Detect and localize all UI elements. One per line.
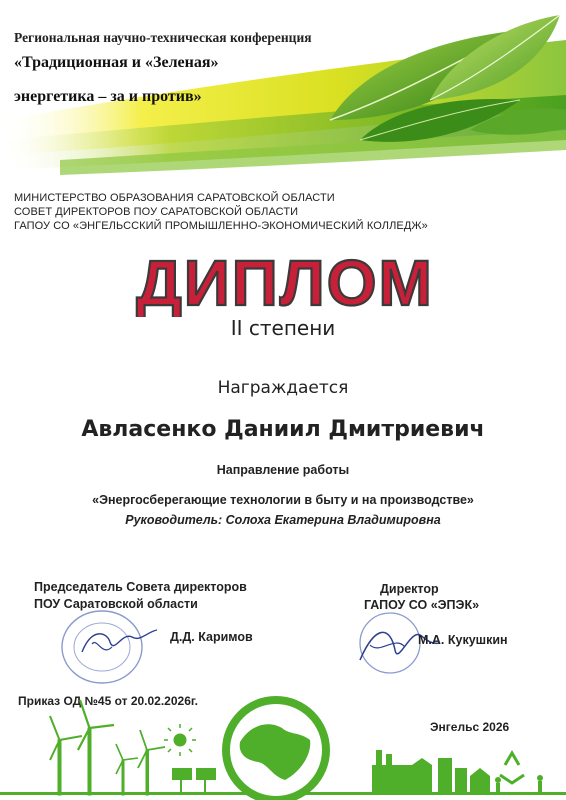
eco-footer-illustration — [0, 680, 566, 800]
diploma-title — [95, 245, 475, 317]
chair-title-line1: Председатель Совета директоров — [34, 580, 247, 594]
factory-icon — [372, 750, 432, 792]
awarded-label: Награждается — [217, 378, 349, 398]
director-title-line2: ГАПОУ СО «ЭПЭК» — [364, 598, 480, 612]
wind-turbine-icon — [50, 700, 165, 795]
diploma-title-text: ДИПЛОМ — [136, 247, 434, 317]
conference-title-line2: «Традиционная и «Зеленая» — [14, 54, 219, 71]
conference-title-line1: Региональная научно-техническая конференция — [14, 30, 312, 45]
sun-icon — [164, 724, 196, 756]
direction-label: Направление работы — [216, 463, 350, 477]
recipient-name: Авласенко Даниил Дмитриевич — [81, 417, 485, 442]
city-year: Энгельс 2026 — [430, 720, 510, 734]
stamp-council — [52, 602, 162, 692]
conference-title-line3: энергетика – за и против» — [14, 88, 202, 105]
director-title-line1: Директор — [380, 582, 439, 596]
org-ministry: МИНИСТЕРСТВО ОБРАЗОВАНИЯ САРАТОВСКОЙ ОБЛАСТИ — [14, 192, 335, 204]
org-council: СОВЕТ ДИРЕКТОРОВ ПОУ САРАТОВСКОЙ ОБЛАСТИ — [14, 206, 299, 218]
org-college: ГАПОУ СО «ЭНГЕЛЬССКИЙ ПРОМЫШЛЕННО-ЭКОНОМИЧЕСКИЙ КОЛЛЕДЖ» — [14, 220, 428, 232]
recycle-icon — [500, 753, 524, 783]
chair-name: Д.Д. Каримов — [170, 630, 253, 644]
city-buildings-icon — [438, 758, 490, 792]
supervisor-line: Руководитель: Солоха Екатерина Владимировна — [125, 513, 441, 527]
order-number: Приказ ОД №45 от 20.02.2026г. — [18, 694, 199, 708]
solar-panel-icon — [172, 768, 216, 792]
director-name: М.А. Кукушкин — [418, 633, 508, 647]
work-topic: «Энергосберегающие технологии в быту и на производстве» — [92, 493, 474, 507]
globe-icon — [222, 696, 330, 800]
chair-title-line2: ПОУ Саратовской области — [34, 597, 198, 611]
diploma-degree: II степени — [230, 316, 336, 340]
